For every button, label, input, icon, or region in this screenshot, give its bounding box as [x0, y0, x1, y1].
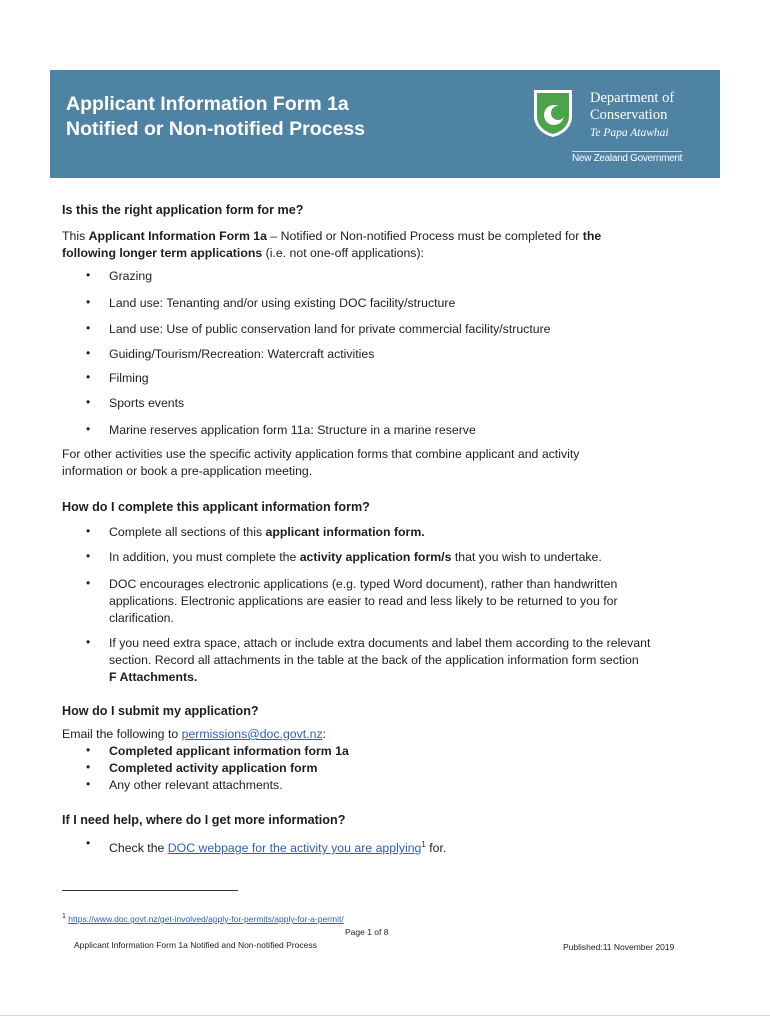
email-link[interactable]: permissions@doc.govt.nz — [181, 727, 323, 741]
other-note-line2: information or book a pre-application meeting. — [62, 464, 313, 478]
form-title-line2: Notified or Non-notified Process — [66, 118, 366, 140]
form-title-line1: Applicant Information Form 1a — [66, 93, 349, 115]
scan-edge-line — [0, 1015, 770, 1016]
org-name-line1: Department of — [590, 90, 675, 106]
other-note-line1: For other activities use the specific activity application forms that combine applicant and activity — [62, 447, 580, 461]
section2-heading: How do I complete this applicant information form? — [62, 500, 370, 514]
footnote — [62, 913, 344, 924]
intro-text-mid: – Notified or Non-notified Process must be completed for — [266, 229, 583, 243]
section4-heading: If I need help, where do I get more information? — [62, 813, 346, 827]
email-instruction — [62, 726, 326, 743]
list-item-text: DOC encourages electronic applications (e.g. typed Word document), rather than handwritten applications. Electronic applications are easier to read and less likely to be returned to you for clarification. — [109, 577, 618, 625]
org-maori-name: Te Papa Atawhai — [590, 127, 669, 139]
page-number: Page 1 of 8 — [345, 927, 389, 937]
list-item-text: Complete all sections of this applicant information form. — [109, 525, 425, 539]
intro-text-end: (i.e. not one-off applications): — [262, 246, 424, 260]
org-name-line2: Conservation — [590, 107, 668, 123]
email-text: Email the following to — [62, 727, 182, 741]
footnote-link[interactable]: https://www.doc.govt.nz/get-involved/apply-for-permits/apply-for-a-permit/ — [68, 913, 344, 924]
nz-government-label: New Zealand Government — [572, 153, 683, 164]
header-banner — [50, 70, 720, 178]
intro-form-name: Applicant Information Form 1a — [88, 229, 267, 243]
intro-longer-term: following longer term applications — [62, 246, 263, 260]
footer-form-name: Applicant Information Form 1a Notified and Non-notified Process — [74, 940, 317, 950]
footer-published-date: Published:11 November 2019 — [563, 942, 675, 952]
list-item-text: If you need extra space, attach or include extra documents and label them according to the relevant section. Record all attachments in the table at the back of the application information form section F Attachments. — [109, 636, 651, 684]
list-item-text: Check the DOC webpage for the activity you are applying$^1$ for. — [109, 840, 447, 856]
form-title — [66, 92, 365, 142]
section1-intro — [62, 228, 702, 262]
intro-bold-the: the — [582, 229, 602, 243]
section1-heading: Is this the right application form for me? — [62, 203, 304, 217]
doc-crest-icon — [532, 88, 574, 138]
section3-heading: How do I submit my application? — [62, 704, 259, 718]
list-item-text: In addition, you must complete the activity application form/s that you wish to undertake. — [109, 550, 602, 564]
doc-webpage-link[interactable]: DOC webpage for the activity you are applying — [167, 841, 422, 856]
org-name — [590, 90, 674, 142]
footnote-number: 1 — [62, 913, 66, 920]
intro-text: This — [62, 229, 89, 243]
email-colon: : — [322, 727, 327, 741]
footnote-divider — [62, 890, 238, 891]
other-activities-note — [62, 446, 702, 480]
